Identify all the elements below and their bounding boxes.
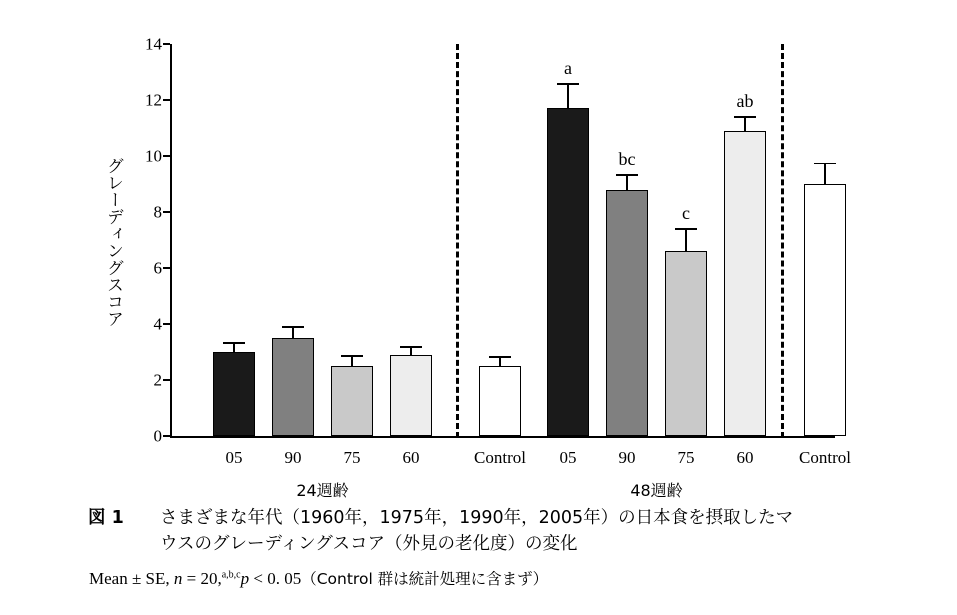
error-bar [233, 344, 235, 352]
caption-figure-number: 図 1 [88, 508, 124, 528]
significance-label: a [564, 57, 572, 78]
stats-note-japanese: （Control 群は統計処理に含まず） [301, 569, 549, 588]
caption-statistics [89, 567, 888, 591]
bar [724, 131, 766, 436]
y-tick-mark [163, 323, 170, 325]
dashed-divider [456, 44, 459, 438]
error-bar-cap [489, 356, 511, 358]
error-bar-cap [341, 355, 363, 357]
y-tick-mark [163, 435, 170, 437]
stats-mean-label: Mean ± SE, [89, 568, 170, 588]
bar-category-label: 05 [559, 448, 577, 467]
error-bar [685, 230, 687, 251]
y-tick-label: 14 [145, 34, 162, 54]
plot-area [145, 34, 851, 500]
y-tick-label: 4 [153, 314, 162, 334]
y-tick-mark [163, 379, 170, 381]
error-bar [824, 164, 826, 184]
y-tick-label: 8 [153, 202, 162, 222]
y-tick-mark [163, 155, 170, 157]
error-bar-cap [675, 228, 697, 230]
significance-label: bc [618, 148, 636, 169]
error-bar [410, 348, 412, 355]
error-bar-cap [557, 83, 579, 85]
bar [606, 190, 648, 436]
y-tick-label: 0 [153, 426, 162, 446]
y-tick-label: 10 [145, 146, 162, 166]
figure-caption [88, 505, 888, 590]
stats-p-symbol: p [240, 568, 250, 588]
y-tick-label: 12 [145, 90, 162, 110]
x-axis-line [170, 436, 835, 438]
error-bar [567, 85, 569, 109]
y-axis-title: グレーディングスコア [103, 157, 123, 327]
error-bar-cap [282, 326, 304, 328]
y-tick-mark [163, 211, 170, 213]
group-label: 24週齢 [296, 481, 349, 500]
bar [272, 338, 314, 436]
significance-label: ab [736, 91, 754, 112]
bar-category-label: 90 [618, 448, 636, 467]
y-tick-label: 2 [153, 370, 162, 390]
stats-p-value: < 0. 05 [249, 568, 302, 588]
error-bar-cap [223, 342, 245, 344]
bar-category-label: 75 [343, 448, 361, 467]
significance-label: c [682, 203, 690, 224]
y-tick-label: 6 [153, 258, 162, 278]
bar-category-label: Control [474, 448, 526, 467]
y-tick-mark [163, 99, 170, 101]
y-axis-line [170, 44, 172, 438]
error-bar-cap [734, 116, 756, 118]
stats-n-value: = 20, [182, 568, 222, 588]
bar-category-label: Control [799, 448, 851, 467]
bar-category-label: 90 [284, 448, 302, 467]
error-bar [351, 357, 353, 366]
error-bar [744, 118, 746, 131]
bar [213, 352, 255, 436]
caption-line-1 [88, 505, 888, 531]
error-bar [499, 358, 501, 366]
y-tick-mark [163, 267, 170, 269]
bar [547, 108, 589, 436]
bar [390, 355, 432, 436]
bar-category-label: 60 [736, 448, 754, 467]
error-bar-cap [814, 163, 836, 165]
stats-superscript: a,b,c [221, 568, 241, 580]
bar-category-label: 75 [677, 448, 695, 467]
bar [804, 184, 846, 436]
dashed-divider [781, 44, 784, 438]
bar-category-label: 60 [402, 448, 420, 467]
bar-category-label: 05 [225, 448, 243, 467]
bar [331, 366, 373, 436]
error-bar [292, 328, 294, 338]
group-label: 48週齢 [630, 481, 683, 500]
error-bar [626, 176, 628, 190]
error-bar-cap [400, 346, 422, 348]
error-bar-cap [616, 174, 638, 176]
bar [479, 366, 521, 436]
caption-text-line2: ウスのグレーディングスコア（外見の老化度）の変化 [160, 534, 578, 555]
stats-n-symbol: n [173, 568, 183, 588]
y-tick-mark [163, 43, 170, 45]
caption-text-line1: さまざまな年代（1960年，1975年，1990年，2005年）の日本食を摂取したマ [160, 508, 794, 528]
bar [665, 251, 707, 436]
